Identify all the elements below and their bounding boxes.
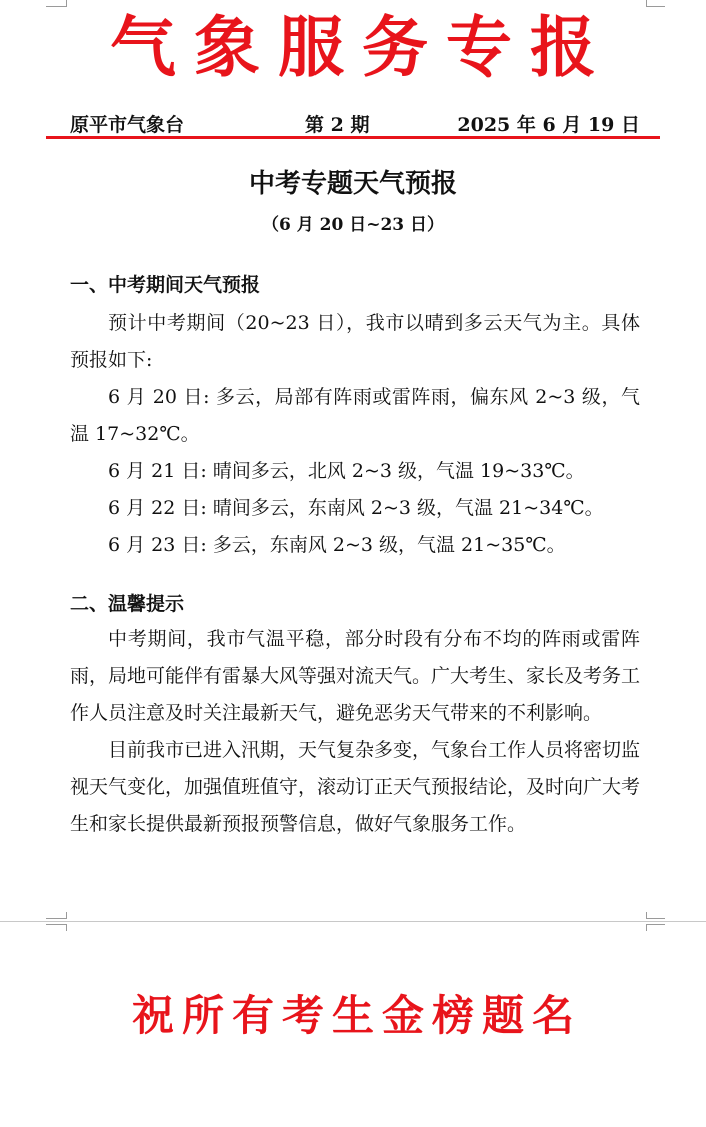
page-corner-mark <box>646 924 665 931</box>
issue-date: 2025 年 6 月 19 日 <box>457 114 640 136</box>
banner-title: 气象服务专报 <box>110 8 614 86</box>
tips-paragraph: 中考期间，我市气温平稳，部分时段有分布不均的阵雨或雷阵雨，局地可能伴有雷暴大风等强对流天气。广大考生、家长及考务工作人员注意及时关注最新天气，避免恶劣天气带来的不利影响。 <box>70 628 641 724</box>
section-heading-forecast: 一、中考期间天气预报 <box>70 274 261 296</box>
tips-body <box>70 621 640 843</box>
forecast-day: 6 月 20 日: 多云，局部有阵雨或雷阵雨，偏东风 2~3 级，气温 17~32℃。 <box>70 386 640 445</box>
issue-number: 第 2 期 <box>305 114 370 136</box>
page-corner-mark <box>46 924 67 931</box>
forecast-intro: 预计中考期间（20~23 日），我市以晴到多云天气为主。具体预报如下: <box>70 312 640 371</box>
document-subtitle: （6 月 20 日~23 日） <box>261 215 445 235</box>
issuer-name: 原平市气象台 <box>70 114 185 136</box>
forecast-day: 6 月 23 日: 多云，东南风 2~3 级，气温 21~35℃。 <box>108 534 566 556</box>
forecast-day: 6 月 22 日: 晴间多云，东南风 2~3 级，气温 21~34℃。 <box>108 497 604 519</box>
masthead <box>70 112 640 138</box>
forecast-body <box>70 305 640 564</box>
page-break-line <box>0 921 706 922</box>
page-corner-mark <box>46 912 67 919</box>
document-title: 中考专题天气预报 <box>248 169 457 199</box>
red-divider <box>46 136 660 139</box>
page-corner-mark <box>646 912 665 919</box>
closing-blessing: 祝所有考生金榜题名 <box>131 991 582 1040</box>
section-heading-tips: 二、温馨提示 <box>70 593 185 615</box>
tips-paragraph: 目前我市已进入汛期，天气复杂多变，气象台工作人员将密切监视天气变化，加强值班值守，滚动订正天气预报结论，及时向广大考生和家长提供最新预报预警信息，做好气象服务工作。 <box>70 739 641 835</box>
forecast-day: 6 月 21 日: 晴间多云，北风 2~3 级，气温 19~33℃。 <box>108 460 585 482</box>
